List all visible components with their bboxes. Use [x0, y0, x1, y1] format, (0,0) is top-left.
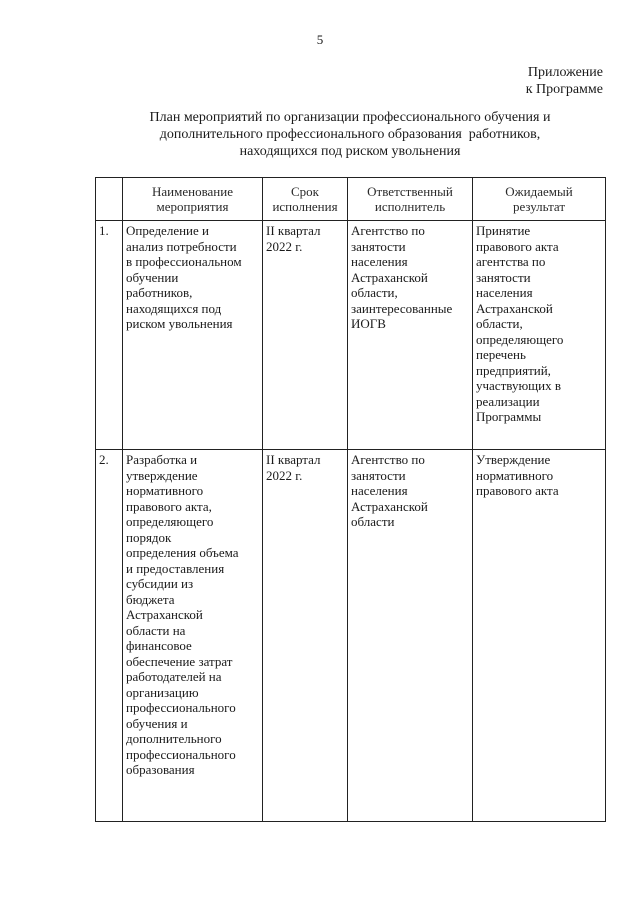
- row-term: II квартал 2022 г.: [263, 450, 348, 822]
- row-activity-name: Разработка и утверждение нормативного правового акта, определяющего порядок определения объема и предоставления субсидии из бюджета Астраханской области на финансовое обеспечение затрат работодателей на организацию профессионального обучения и дополнительного профессионального образования: [123, 450, 263, 822]
- row-number: 2.: [96, 450, 123, 822]
- table-row: [96, 450, 606, 822]
- header-responsible: Ответственный исполнитель: [348, 178, 473, 221]
- row-term: II квартал 2022 г.: [263, 221, 348, 450]
- table-header-row: [96, 178, 606, 221]
- header-num: [96, 178, 123, 221]
- table-row: [96, 221, 606, 450]
- row-activity-name: Определение и анализ потребности в профессиональном обучении работников, находящихся под риском увольнения: [123, 221, 263, 450]
- plan-table: [95, 177, 606, 822]
- row-expected-result: Утверждение нормативного правового акта: [473, 450, 606, 822]
- appendix-line-2: к Программе: [525, 82, 603, 97]
- header-result: Ожидаемый результат: [473, 178, 606, 221]
- header-name: Наименование мероприятия: [123, 178, 263, 221]
- page-number: 5: [316, 32, 324, 47]
- row-responsible: Агентство по занятости населения Астраханской области, заинтересованные ИОГВ: [348, 221, 473, 450]
- title-line-3: находящихся под риском увольнения: [239, 144, 461, 159]
- title-line-1: План мероприятий по организации профессионального обучения и: [149, 110, 551, 125]
- row-number: 1.: [96, 221, 123, 450]
- row-responsible: Агентство по занятости населения Астраханской области: [348, 450, 473, 822]
- header-term: Срок исполнения: [263, 178, 348, 221]
- appendix-line-1: Приложение: [527, 65, 603, 80]
- appendix-label: [526, 64, 603, 98]
- title-line-2: дополнительного профессионального образования работников,: [159, 127, 541, 142]
- row-expected-result: Принятие правового акта агентства по занятости населения Астраханской области, определяющего перечень предприятий, участвующих в реализации Программы: [473, 221, 606, 450]
- document-title: [120, 109, 580, 160]
